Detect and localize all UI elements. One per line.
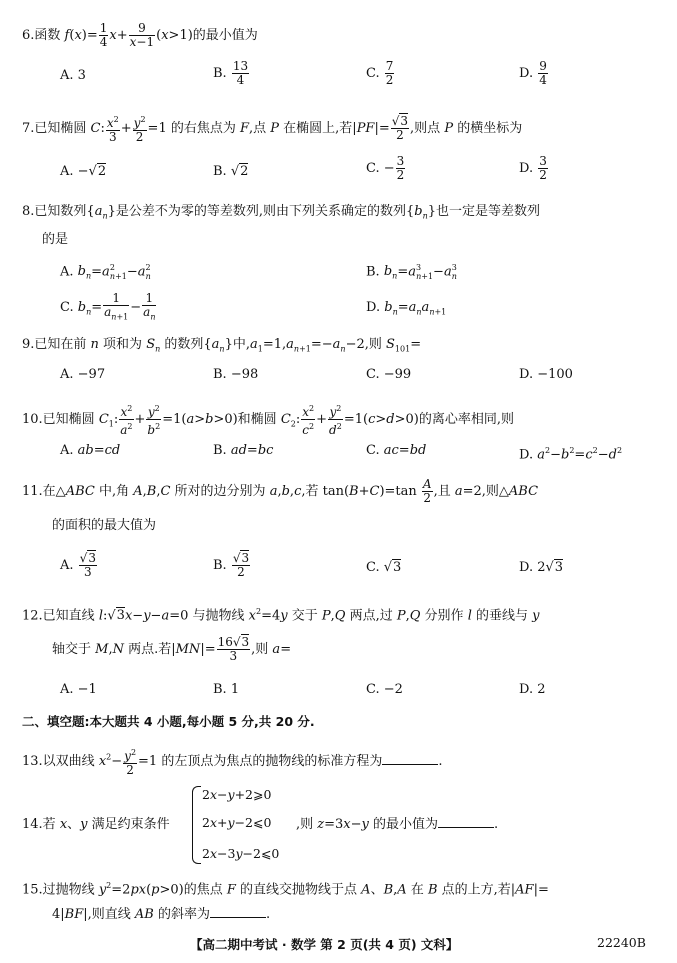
q12-option-b: B. 1 — [213, 682, 240, 697]
question-10: 10.已知椭圆 $C_1$: $\frac{x^2}{a^2}$ + $\frac{y^2}{b^2}$ =1(a>b>0)和椭圆 $C_2$: $\frac{x^2}{c^2}$ + $\frac{y^2}{d^2}$ =1(c>d>0)的离心率相同,则 — [22, 404, 514, 437]
q6-option-a: A. 3 — [60, 68, 86, 83]
q7-option-c: C. − $\frac{3}{2}$ — [366, 154, 405, 182]
q8-option-d: D. $b_n=a_na_{n+1}$ — [366, 300, 447, 317]
q7-option-a: A. −√2 — [60, 164, 107, 179]
answer-blank[interactable] — [382, 752, 438, 765]
constraint-brace — [192, 786, 201, 864]
q11-option-d: D. 2√3 — [519, 560, 564, 575]
q10-option-d: D. $a^2-b^2=c^2-d^2$ — [519, 446, 623, 463]
question-8-line2: 的是 — [42, 232, 69, 247]
constraint-3: 2x−3y−2⩽0 — [202, 846, 280, 861]
q10-option-b: B. ad=bc — [213, 443, 274, 458]
answer-blank[interactable] — [438, 815, 494, 828]
question-13: 13.以双曲线 $x^2-$ $\frac{y^2}{2}$ =1 的左顶点为焦点的抛物线的标准方程为 . — [22, 748, 443, 777]
q8-option-c: C. $b_n=$ $\frac{1}{a_{n+1}}$ − $\frac{1}{a_n}$ — [60, 291, 156, 322]
q12-option-a: A. −1 — [60, 682, 97, 697]
exam-code: 22240B — [597, 935, 646, 950]
question-8: 8.已知数列$\{a_n\}$是公差不为零的等差数列,则由下列关系确定的数列$\{b_n\}$也一定是等差数列 — [22, 204, 541, 221]
q6-option-c: C. $\frac{7}{2}$ — [366, 59, 394, 87]
question-number: 6. — [22, 28, 35, 43]
q8-option-a: A. $b_n=a^2_{n+1}-a^2_n$ — [60, 263, 151, 281]
question-11: 11.在△ABC 中,角 A,B,C 所对的边分别为 a,b,c,若 tan(B+C)=tan $\frac{A}{2}$ ,且 a=2,则△ABC — [22, 477, 539, 505]
q10-option-c: C. ac=bd — [366, 443, 427, 458]
q7-option-d: D. $\frac{3}{2}$ — [519, 154, 547, 182]
q10-option-a: A. ab=cd — [60, 443, 121, 458]
page-footer: 【高二期中考试 · 数学 第 2 页(共 4 页) 文科】 — [190, 937, 459, 952]
q7-option-b: B. √2 — [213, 164, 249, 179]
q12-option-c: C. −2 — [366, 682, 403, 697]
q9-option-b: B. −98 — [213, 367, 259, 382]
q11-option-c: C. √3 — [366, 560, 402, 575]
q9-option-a: A. −97 — [60, 367, 106, 382]
q8-option-b: B. $b_n=a^3_{n+1}-a^3_n$ — [366, 263, 457, 281]
constraint-1: 2x−y+2⩾0 — [202, 787, 272, 802]
q9-option-c: C. −99 — [366, 367, 412, 382]
q12-option-d: D. 2 — [519, 682, 546, 697]
question-6: 6.函数 f(x)= $\frac{1}{4}$ x+ $\frac{9}{x-1}$ (x>1)的最小值为 — [22, 21, 258, 49]
section-heading: 二、填空题:本大题共 4 小题,每小题 5 分,共 20 分. — [22, 714, 315, 729]
question-15-line2: 4|BF|,则直线 AB 的斜率为 . — [52, 907, 271, 922]
question-15: 15.过抛物线 $y^2=2px(p>0)$的焦点 F 的直线交抛物线于点 A、B,A 在 B 点的上方,若|AF|= — [22, 881, 549, 898]
question-14: 14.若 x、y 满足约束条件 — [22, 817, 170, 832]
question-12: 12.已知直线 l:√3x−y−a=0 与抛物线 $x^2=4y$ 交于 P,Q 两点,过 P,Q 分别作 l 的垂线与 y — [22, 607, 540, 624]
question-7: 7.已知椭圆 C: $\frac{x^2}{3}$ + $\frac{y^2}{2}$ =1 的右焦点为 F,点 P 在椭圆上,若|PF|= $\frac{√3}{2}$ ,则点 P 的横坐标为 — [22, 114, 523, 144]
constraint-2: 2x+y−2⩽0 — [202, 815, 272, 830]
question-9: 9.已知在前 n 项和为 $S_n$ 的数列$\{a_n\}$中$,a_1=1,a_{n+1}=-a_n-2$,则 $S_{101}=$ — [22, 337, 422, 354]
q11-option-a: A. $\frac{√3}{3}$ — [60, 551, 96, 579]
q9-option-d: D. −100 — [519, 367, 573, 382]
question-12-line2: 轴交于 M,N 两点.若|MN|= $\frac{16√3}{3}$ ,则 a= — [52, 635, 292, 663]
answer-blank[interactable] — [210, 905, 266, 918]
q6-option-d: D. $\frac{9}{4}$ — [519, 59, 547, 87]
q11-option-b: B. $\frac{√3}{2}$ — [213, 551, 250, 579]
question-11-line2: 的面积的最大值为 — [52, 518, 157, 533]
question-14-tail: ,则 z=3x−y 的最小值为 . — [296, 817, 499, 832]
q6-option-b: B. $\frac{13}{4}$ — [213, 59, 249, 87]
